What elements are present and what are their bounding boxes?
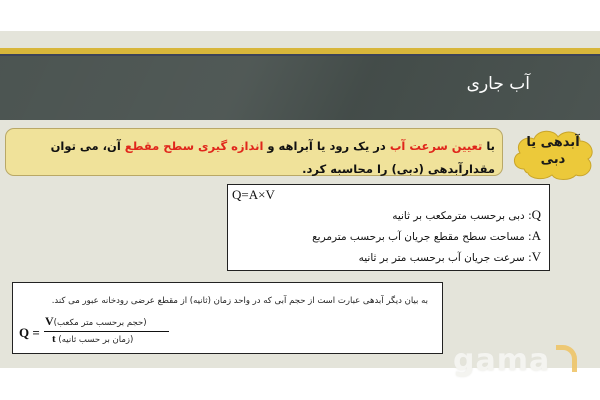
denominator-symbol: t [52, 333, 56, 345]
slide-header [0, 54, 600, 120]
badge-line-1: آبدهی یا [526, 135, 580, 150]
fraction-bar [44, 331, 169, 332]
info-highlight-velocity: تعیین سرعت آب [389, 139, 483, 153]
definition-a [312, 228, 541, 244]
info-text-3: آن، می توان مقدارآبدهی (دبی) را محاسبه کرد. [50, 139, 495, 176]
definition-text: : سرعت جریان آب برحسب متر بر ثانیه [358, 252, 532, 264]
badge-label [510, 134, 596, 168]
definition-text: : دبی برحسب مترمکعب بر ثانیه [392, 210, 532, 222]
fraction-numerator [45, 314, 147, 329]
slide-title: آب جاری [466, 74, 530, 94]
denominator-label: (زمان بر حسب ثانیه) [58, 335, 134, 345]
slide [0, 31, 600, 368]
fraction-denominator [52, 333, 133, 345]
definition-q [392, 207, 541, 223]
numerator-symbol: V [45, 314, 54, 328]
definition-var: A [531, 228, 541, 243]
badge-cloud [510, 125, 596, 179]
fraction-lhs: Q = [19, 325, 40, 340]
formula-description: به بیان دیگر آبدهی عبارت است از حجم آبی که در واحد زمان (ثانیه) از مقطع عرضی رودخانه عبور می کند. [51, 296, 428, 306]
formula-box-volume-time [12, 282, 443, 354]
info-text-2: در یک رود یا آبراهه و [263, 139, 390, 153]
formula-equation: Q=A×V [232, 187, 275, 202]
info-highlight-area: اندازه گیری سطح مقطع [124, 139, 264, 153]
definition-text: : مساحت سطح مقطع جریان آب برحسب مترمربع [312, 231, 532, 243]
definition-var: V [531, 249, 541, 264]
numerator-label: (حجم برحسب متر مکعب) [53, 318, 147, 328]
info-box [5, 128, 503, 176]
badge-line-2: دبی [540, 152, 566, 167]
formula-box-qav [227, 184, 550, 271]
gama-watermark: gama [453, 343, 551, 378]
info-text-1: با [482, 139, 495, 153]
definition-v [359, 249, 541, 265]
definition-var: Q [531, 207, 541, 222]
